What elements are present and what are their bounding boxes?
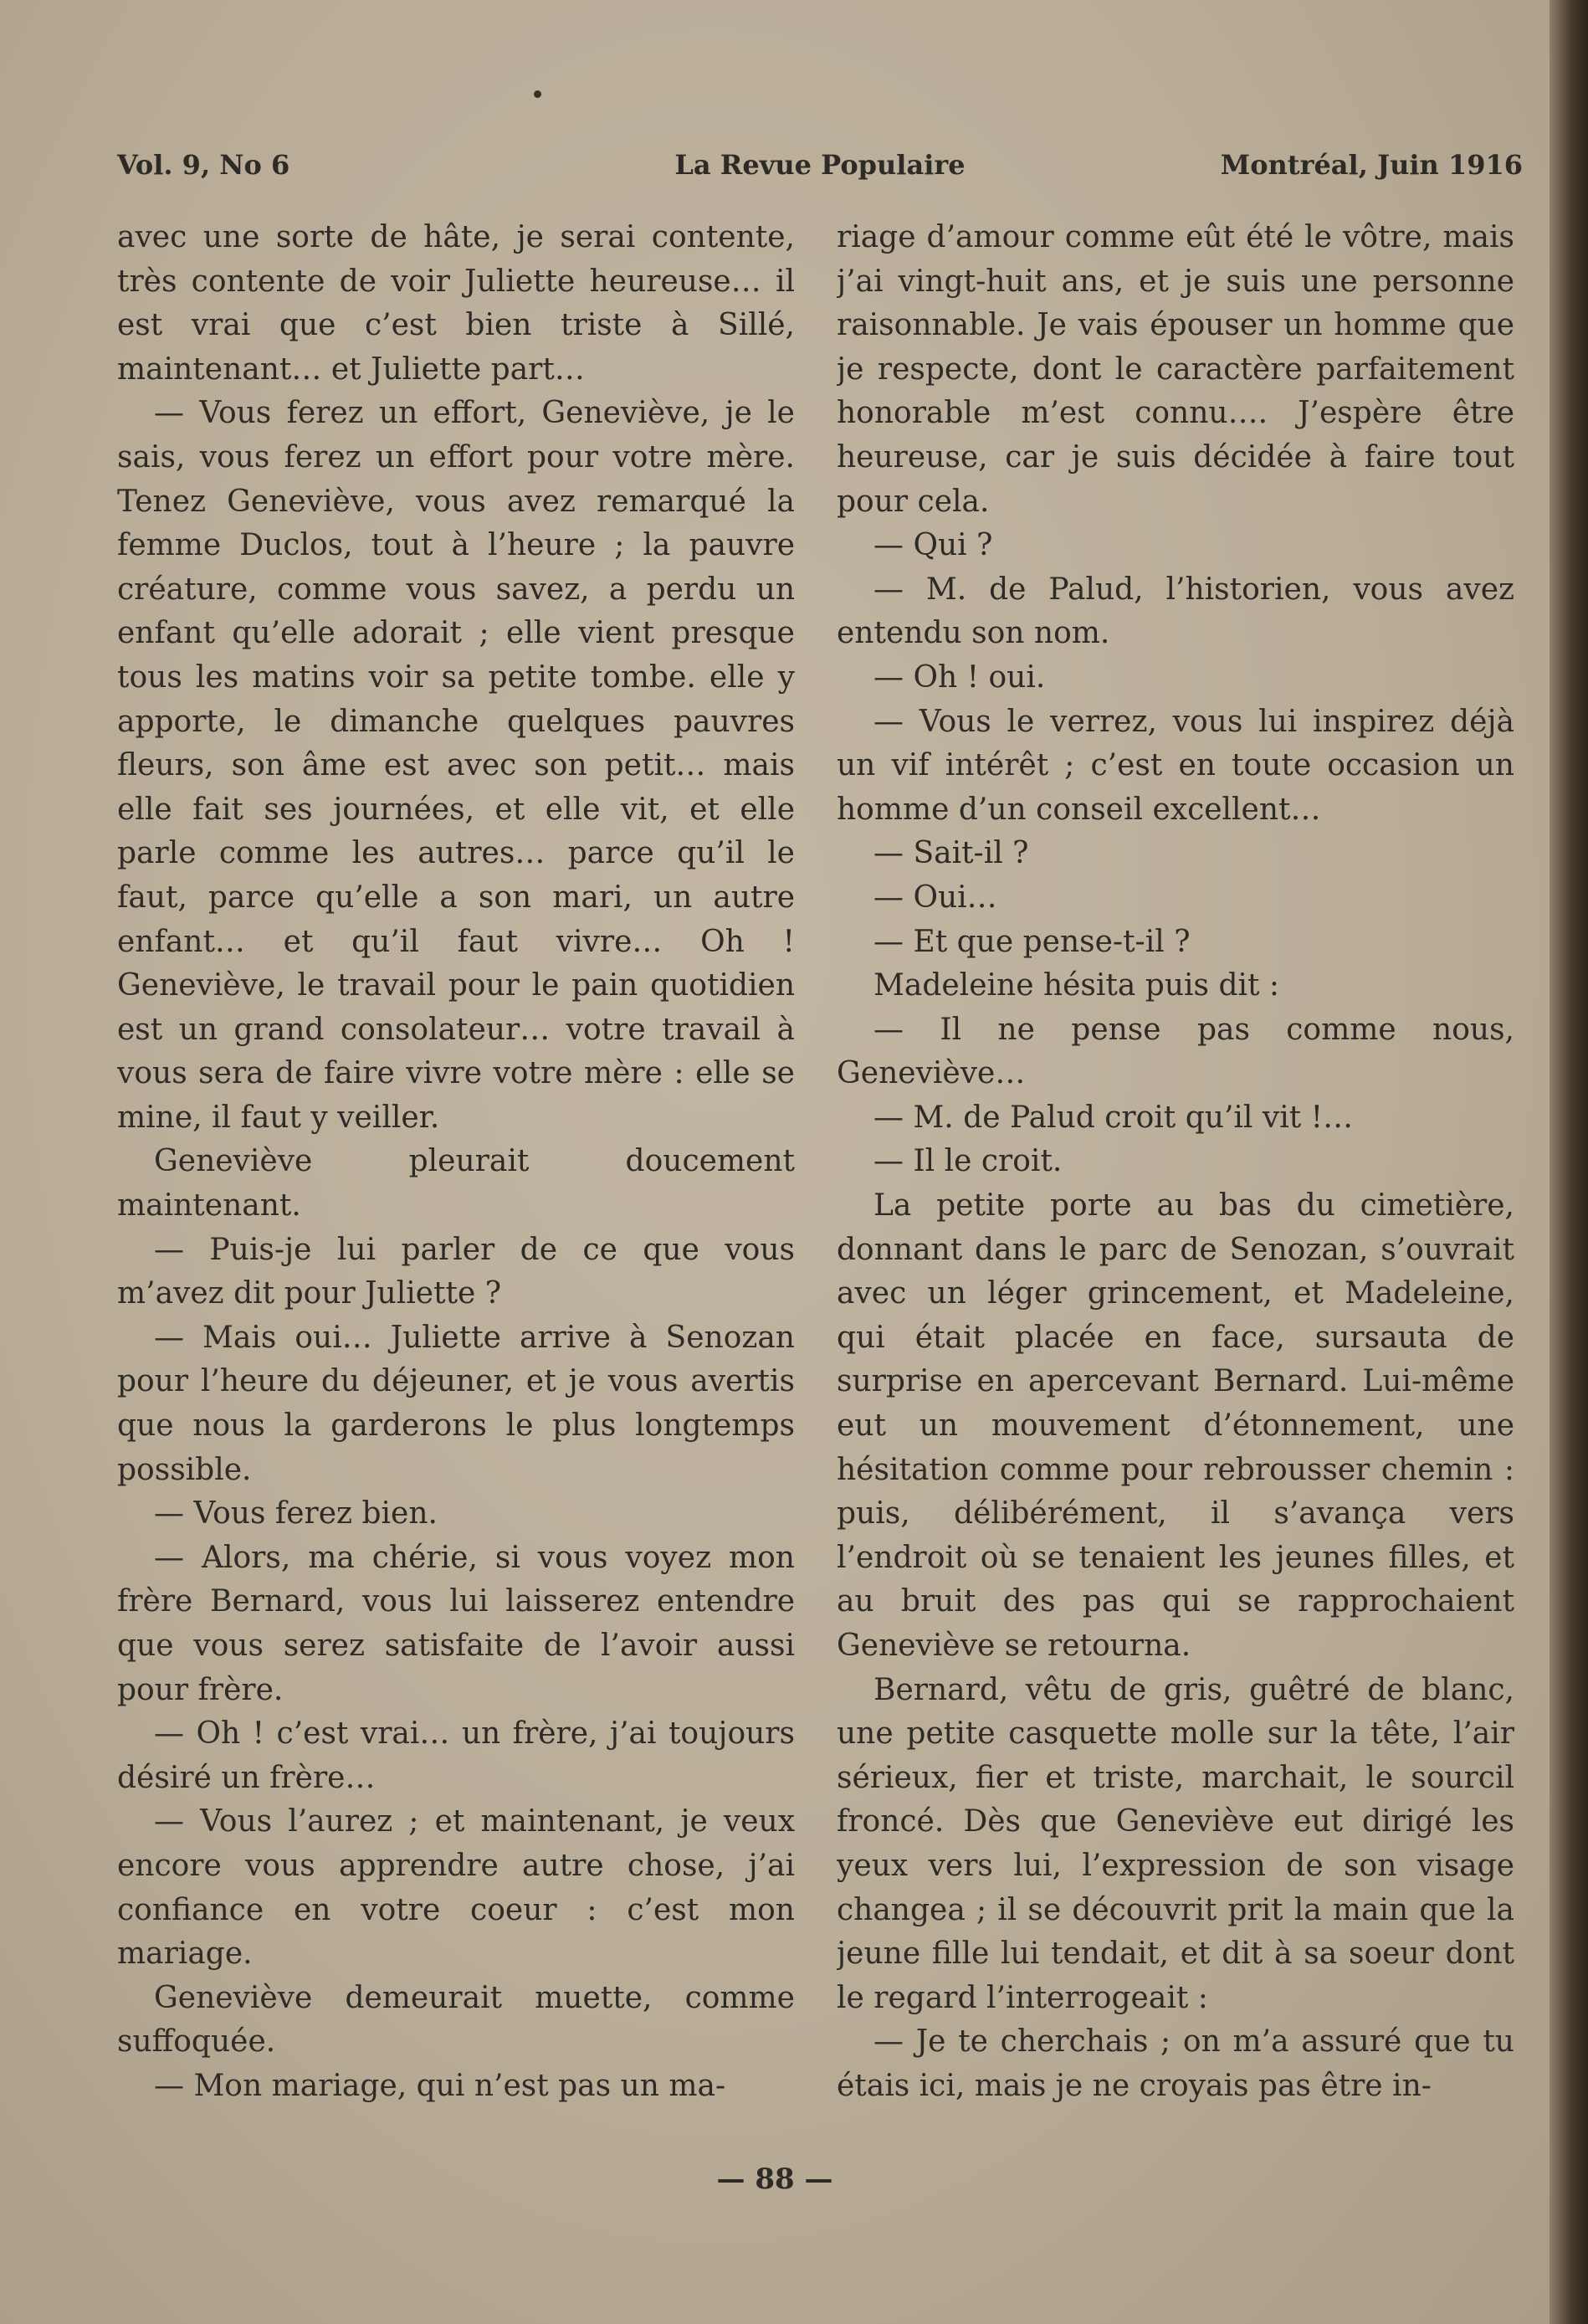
left-column [117,216,795,2116]
binding-edge [1550,0,1588,2324]
header-date: Montréal, Juin 1916 [1220,149,1523,181]
paragraph: — Il ne pense pas comme nous, Geneviève… [837,1012,1514,1091]
paragraph: — Alors, ma chérie, si vous voyez mon frère Bernard, vous lui laisserez entendre que vous serez satisfaite de l’avoir aussi pour frère. [117,1540,795,1707]
paragraph: avec une sorte de hâte, je serai contente, très contente de voir Juliette heureuse… il est vrai que c’est bien triste à Sillé, maintenant… et Juliette part… [117,220,795,387]
paragraph: — Sait-il ? [873,836,1029,871]
paragraph: — Vous le verrez, vous lui inspirez déjà un vif intérêt ; c’est en toute occasion un homme d’un conseil excellent… [837,704,1514,827]
paragraph: — M. de Palud croit qu’il vit !… [873,1100,1354,1135]
paragraph: Bernard, vêtu de gris, guêtré de blanc, une petite casquette molle sur la tête, l’air sérieux, fier et triste, marchait, le sourcil froncé. Dès que Geneviève eut dirigé les yeux vers lui, l’expression de son visage changea ; il se découvrit prit la main que la jeune fille lui tendait, et dit à sa soeur dont le regard l’interrogeait : [837,1672,1514,2015]
paragraph: — Vous l’aurez ; et maintenant, je veux encore vous apprendre autre chose, j’ai confiance en votre coeur : c’est mon mariage. [117,1804,795,1972]
paragraph: — Et que pense-t-il ? [873,924,1191,959]
paragraph: Geneviève demeurait muette, comme suffoquée. [117,1980,795,2060]
paragraph: — M. de Palud, l’historien, vous avez entendu son nom. [837,572,1514,651]
paragraph: — Mon mariage, qui n’est pas un ma- [154,2068,726,2103]
paragraph: — Il le croit. [873,1144,1063,1179]
right-column [837,216,1514,2116]
paragraph: — Vous ferez bien. [154,1496,438,1531]
paragraph: — Je te cherchais ; on m’a assuré que tu étais ici, mais je ne croyais pas être in- [837,2024,1514,2103]
paragraph: — Oh ! oui. [873,659,1046,695]
paragraph: — Oui… [873,880,997,915]
header-volume: Vol. 9, No 6 [117,149,290,181]
paragraph: La petite porte au bas du cimetière, donnant dans le parc de Senozan, s’ouvrait avec un léger grincement, et Madeleine, qui était placée en face, sursauta de surprise en apercevant Bernard. Lui-même eut un mouvement d’étonnement, une hésitation comme pour rebrousser chemin : puis, délibérément, il s’avança vers l’endroit où se tenaient les jeunes filles, et au bruit des pas qui se rapprochaient Geneviève se retourna. [837,1188,1514,1663]
header-title: La Revue Populaire [674,149,966,181]
paragraph: — Oh ! c’est vrai… un frère, j’ai toujours désiré un frère… [117,1716,795,1795]
paragraph: — Vous ferez un effort, Geneviève, je le sais, vous ferez un effort pour votre mère. Tenez Geneviève, vous avez remarqué la femme Duclos, tout à l’heure ; la pauvre créature, comme vous savez, a perdu un enfant qu’elle adorait ; elle vient presque tous les matins voir sa petite tombe. elle y apporte, le dimanche quelques pauvres fleurs, son âme est avec son petit… mais elle fait ses journées, et elle vit, et elle parle comme les autres… parce qu’il le faut, parce qu’elle a son mari, un autre enfant… et qu’il faut vivre… Oh ! Geneviève, le travail pour le pain quotidien est un grand consolateur… votre travail à vous sera de faire vivre votre mère : elle se mine, il faut y veiller. [117,396,795,1135]
page-number: — 88 — [716,2162,833,2196]
paragraph: — Puis-je lui parler de ce que vous m’avez dit pour Juliette ? [117,1232,795,1311]
paragraph: Madeleine hésita puis dit : [873,968,1280,1003]
ink-dot [534,90,541,98]
paragraph: riage d’amour comme eût été le vôtre, mais j’ai vingt-huit ans, et je suis une personne raisonnable. Je vais épouser un homme que je respecte, dont le caractère parfaitement honorable m’est connu…. J’espère être heureuse, car je suis décidée à faire tout pour cela. [837,220,1514,519]
paragraph: — Qui ? [873,528,993,563]
page-header [117,149,1523,191]
paragraph: Geneviève pleurait doucement maintenant. [117,1144,795,1224]
paragraph: — Mais oui… Juliette arrive à Senozan pour l’heure du déjeuner, et je vous avertis que nous la garderons le plus longtemps possible. [117,1320,795,1487]
